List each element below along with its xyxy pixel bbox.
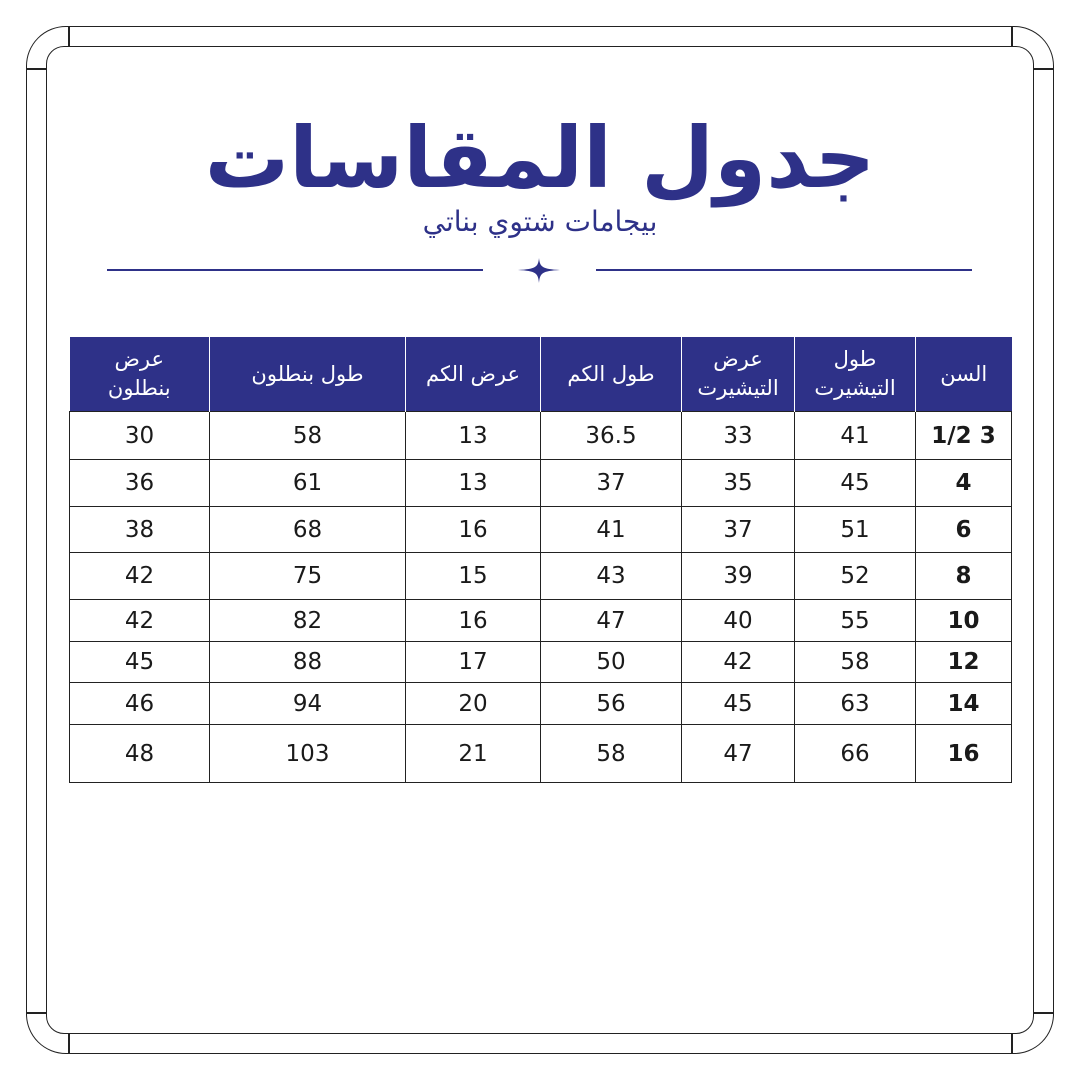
cell-sleeve-width: 15: [406, 553, 541, 600]
cell-pants-length: 75: [210, 553, 406, 600]
divider-line-right: [596, 269, 972, 271]
frame-notch: [26, 1012, 46, 1014]
cell-tshirt-length: 63: [795, 683, 916, 725]
cell-sleeve-width: 16: [406, 600, 541, 642]
star-icon: [516, 250, 562, 290]
cell-tshirt-length: 51: [795, 507, 916, 553]
cell-pants-width: 42: [70, 553, 210, 600]
cell-age: 10: [916, 600, 1012, 642]
table-row: [70, 507, 1012, 553]
cell-pants-width: 36: [70, 460, 210, 507]
header-tshirt-length: طول التيشيرت: [795, 337, 916, 412]
cell-pants-length: 82: [210, 600, 406, 642]
cell-age: 4: [916, 460, 1012, 507]
cell-pants-width: 42: [70, 600, 210, 642]
frame-notch: [1034, 68, 1054, 70]
table-row: [70, 683, 1012, 725]
frame-notch: [1011, 26, 1013, 46]
cell-tshirt-width: 42: [682, 642, 795, 683]
header-pants-length: طول بنطلون: [210, 337, 406, 412]
header-pants-width: عرض بنطلون: [70, 337, 210, 412]
cell-tshirt-width: 35: [682, 460, 795, 507]
cell-sleeve-width: 13: [406, 412, 541, 460]
cell-sleeve-width: 17: [406, 642, 541, 683]
frame-notch: [68, 1034, 70, 1054]
table-row: [70, 412, 1012, 460]
table-row: [70, 553, 1012, 600]
cell-tshirt-width: 45: [682, 683, 795, 725]
divider-line-left: [107, 269, 483, 271]
cell-age: 14: [916, 683, 1012, 725]
frame-notch: [68, 26, 70, 46]
cell-pants-width: 38: [70, 507, 210, 553]
cell-tshirt-length: 45: [795, 460, 916, 507]
cell-age: 16: [916, 725, 1012, 783]
cell-pants-length: 68: [210, 507, 406, 553]
page-title: جدول المقاسات: [204, 109, 876, 207]
cell-sleeve-length: 56: [541, 683, 682, 725]
cell-pants-length: 88: [210, 642, 406, 683]
table-header-row: [70, 337, 1012, 412]
cell-pants-width: 46: [70, 683, 210, 725]
cell-tshirt-length: 41: [795, 412, 916, 460]
cell-tshirt-width: 33: [682, 412, 795, 460]
cell-pants-length: 58: [210, 412, 406, 460]
cell-pants-width: 30: [70, 412, 210, 460]
cell-tshirt-width: 39: [682, 553, 795, 600]
cell-sleeve-width: 21: [406, 725, 541, 783]
frame-notch: [1034, 1012, 1054, 1014]
cell-sleeve-length: 37: [541, 460, 682, 507]
cell-age: 6: [916, 507, 1012, 553]
cell-pants-length: 61: [210, 460, 406, 507]
cell-age: 3 1/2: [916, 412, 1012, 460]
cell-tshirt-width: 40: [682, 600, 795, 642]
cell-sleeve-width: 16: [406, 507, 541, 553]
cell-sleeve-length: 41: [541, 507, 682, 553]
size-chart-table: [69, 337, 1012, 783]
table-row: [70, 642, 1012, 683]
cell-pants-width: 48: [70, 725, 210, 783]
table-row: [70, 725, 1012, 783]
cell-sleeve-length: 43: [541, 553, 682, 600]
cell-tshirt-width: 47: [682, 725, 795, 783]
cell-sleeve-length: 50: [541, 642, 682, 683]
cell-tshirt-length: 66: [795, 725, 916, 783]
frame-notch: [26, 68, 46, 70]
table-row: [70, 460, 1012, 507]
header-tshirt-width: عرض التيشيرت: [682, 337, 795, 412]
header-sleeve-length: طول الكم: [541, 337, 682, 412]
cell-sleeve-width: 13: [406, 460, 541, 507]
cell-pants-width: 45: [70, 642, 210, 683]
cell-tshirt-width: 37: [682, 507, 795, 553]
header-age: السن: [916, 337, 1012, 412]
cell-sleeve-length: 58: [541, 725, 682, 783]
page-subtitle: بيجامات شتوي بناتي: [422, 205, 658, 238]
cell-sleeve-length: 36.5: [541, 412, 682, 460]
frame-notch: [1011, 1034, 1013, 1054]
cell-tshirt-length: 58: [795, 642, 916, 683]
cell-sleeve-length: 47: [541, 600, 682, 642]
cell-tshirt-length: 52: [795, 553, 916, 600]
cell-tshirt-length: 55: [795, 600, 916, 642]
header-sleeve-width: عرض الكم: [406, 337, 541, 412]
table-row: [70, 600, 1012, 642]
cell-pants-length: 103: [210, 725, 406, 783]
cell-age: 8: [916, 553, 1012, 600]
cell-sleeve-width: 20: [406, 683, 541, 725]
cell-age: 12: [916, 642, 1012, 683]
cell-pants-length: 94: [210, 683, 406, 725]
